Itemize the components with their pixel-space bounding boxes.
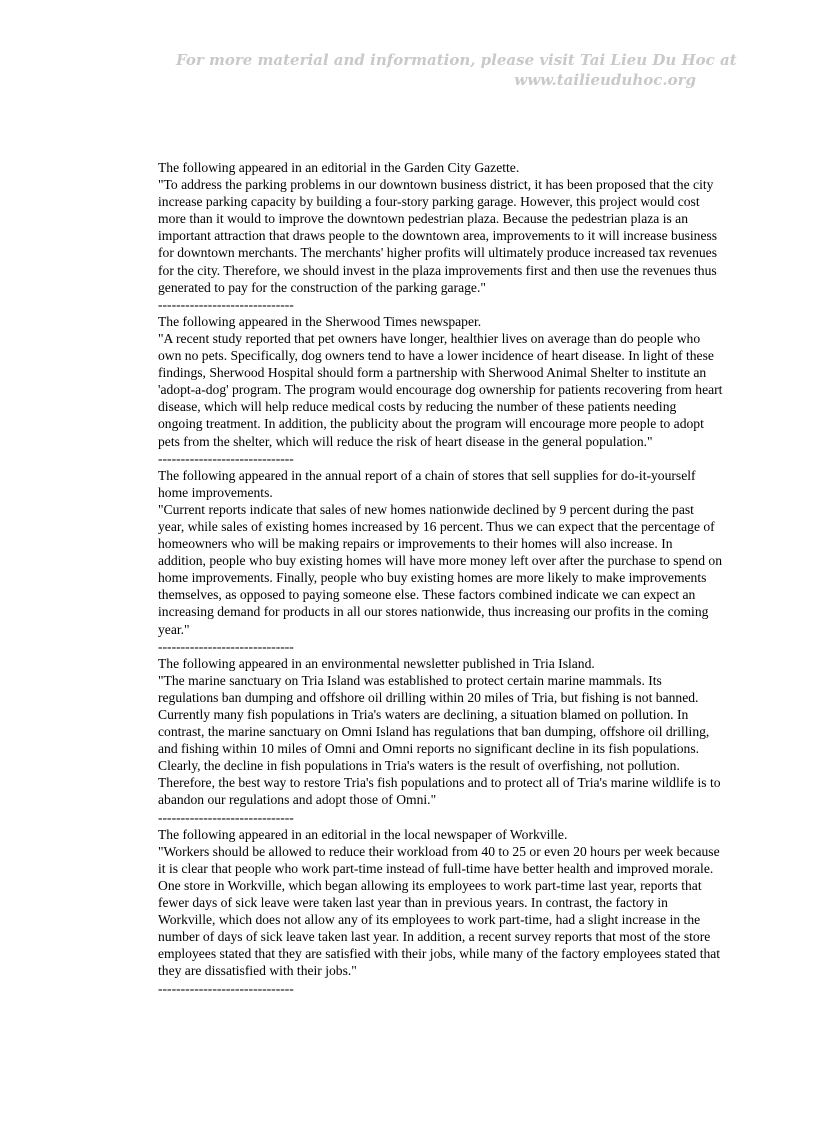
watermark-header <box>176 50 737 90</box>
prompt-entry-4 <box>158 655 723 826</box>
entry-quote: "A recent study reported that pet owners have longer, healthier lives on average than do people who own no pets. Specifically, dog owners tend to have a lower incidence of heart disease. In light of these findings, Sherwood Hospital should form a partnership with Sherwood Animal Shelter to institute an 'adopt-a-dog' program. The program would encourage dog ownership for patients recovering from heart disease, which will help reduce medical costs by reducing the number of these patients needing ongoing treatment. In addition, the publicity about the program will encourage more people to adopt pets from the shelter, which will reduce the risk of heart disease in the general population." <box>158 330 723 449</box>
prompt-entry-3 <box>158 467 723 655</box>
entry-quote: "To address the parking problems in our downtown business district, it has been proposed that the city increase parking capacity by building a four-story parking garage. However, this project would cost more than it would to improve the downtown pedestrian plaza. Because the pedestrian plaza is an important attraction that draws people to the downtown area, improvements to it will increase business for downtown merchants. The merchants' higher profits will ultimately produce increased tax revenues for the city. Therefore, we should invest in the plaza improvements first and then use the revenues thus generated to pay for the construction of the parking garage." <box>158 177 718 295</box>
separator-line: ------------------------------ <box>158 809 294 825</box>
document-body <box>158 159 723 997</box>
prompt-entry-2 <box>158 313 723 467</box>
separator-line: ------------------------------ <box>158 450 294 466</box>
watermark-line-1: For more material and information, please visit Tai Lieu Du Hoc at <box>176 51 737 69</box>
entry-quote: "Current reports indicate that sales of new homes nationwide declined by 9 percent during the past year, while sales of existing homes increased by 16 percent. Thus we can expect that the percentage of homeowners who will be making repairs or improvements to their homes will also increase. In addition, people who buy existing homes will have more money left over after the purchase to spend on home improvements. Finally, people who buy existing homes are more likely to make improvements themselves, as opposed to paying someone else. These factors combined indicate we can expect an increasing demand for products in all our stores nationwide, thus increasing our profits in the coming year." <box>158 501 722 637</box>
entry-intro: The following appeared in the Sherwood Times newspaper. <box>158 313 482 329</box>
entry-intro: The following appeared in an environmental newsletter published in Tria Island. <box>158 655 595 671</box>
separator-line: ------------------------------ <box>158 296 294 312</box>
prompt-entry-5 <box>158 826 723 997</box>
separator-line: ------------------------------ <box>158 980 294 996</box>
entry-quote: "Workers should be allowed to reduce their workload from 40 to 25 or even 20 hours per week because it is clear that people who work part-time instead of full-time have better health and improved morale. One store in Workville, which began allowing its employees to work part-time last year, reports that fewer days of sick leave were taken last year than in previous years. In contrast, the factory in Workville, which does not allow any of its employees to work part-time, had a slight increase in the number of days of sick leave taken last year. In addition, a recent survey reports that most of the store employees stated that they are satisfied with their jobs, while many of the factory employees stated that they are dissatisfied with their jobs." <box>158 843 721 979</box>
entry-intro: The following appeared in the annual report of a chain of stores that sell supplies for do-it-yourself home improvements. <box>158 467 696 500</box>
entry-quote: "The marine sanctuary on Tria Island was established to protect certain marine mammals. Its regulations ban dumping and offshore oil drilling within 20 miles of Tria, but fishing is not banned. Currently many fish populations in Tria's waters are declining, a situation blamed on pollution. In contrast, the marine sanctuary on Omni Island has regulations that ban dumping, offshore oil drilling, and fishing within 10 miles of Omni and Omni reports no significant decline in its fish populations. Clearly, the decline in fish populations in Tria's waters is the result of overfishing, not pollution. Therefore, the best way to restore Tria's fish populations and to protect all of Tria's marine wildlife is to abandon our regulations and adopt those of Omni." <box>158 672 721 808</box>
entry-intro: The following appeared in an editorial in the Garden City Gazette. <box>158 160 520 175</box>
separator-line: ------------------------------ <box>158 638 294 654</box>
entry-intro: The following appeared in an editorial in the local newspaper of Workville. <box>158 826 568 842</box>
prompt-entry-1 <box>158 159 723 313</box>
watermark-line-2: www.tailieuduhoc.org <box>514 71 696 89</box>
